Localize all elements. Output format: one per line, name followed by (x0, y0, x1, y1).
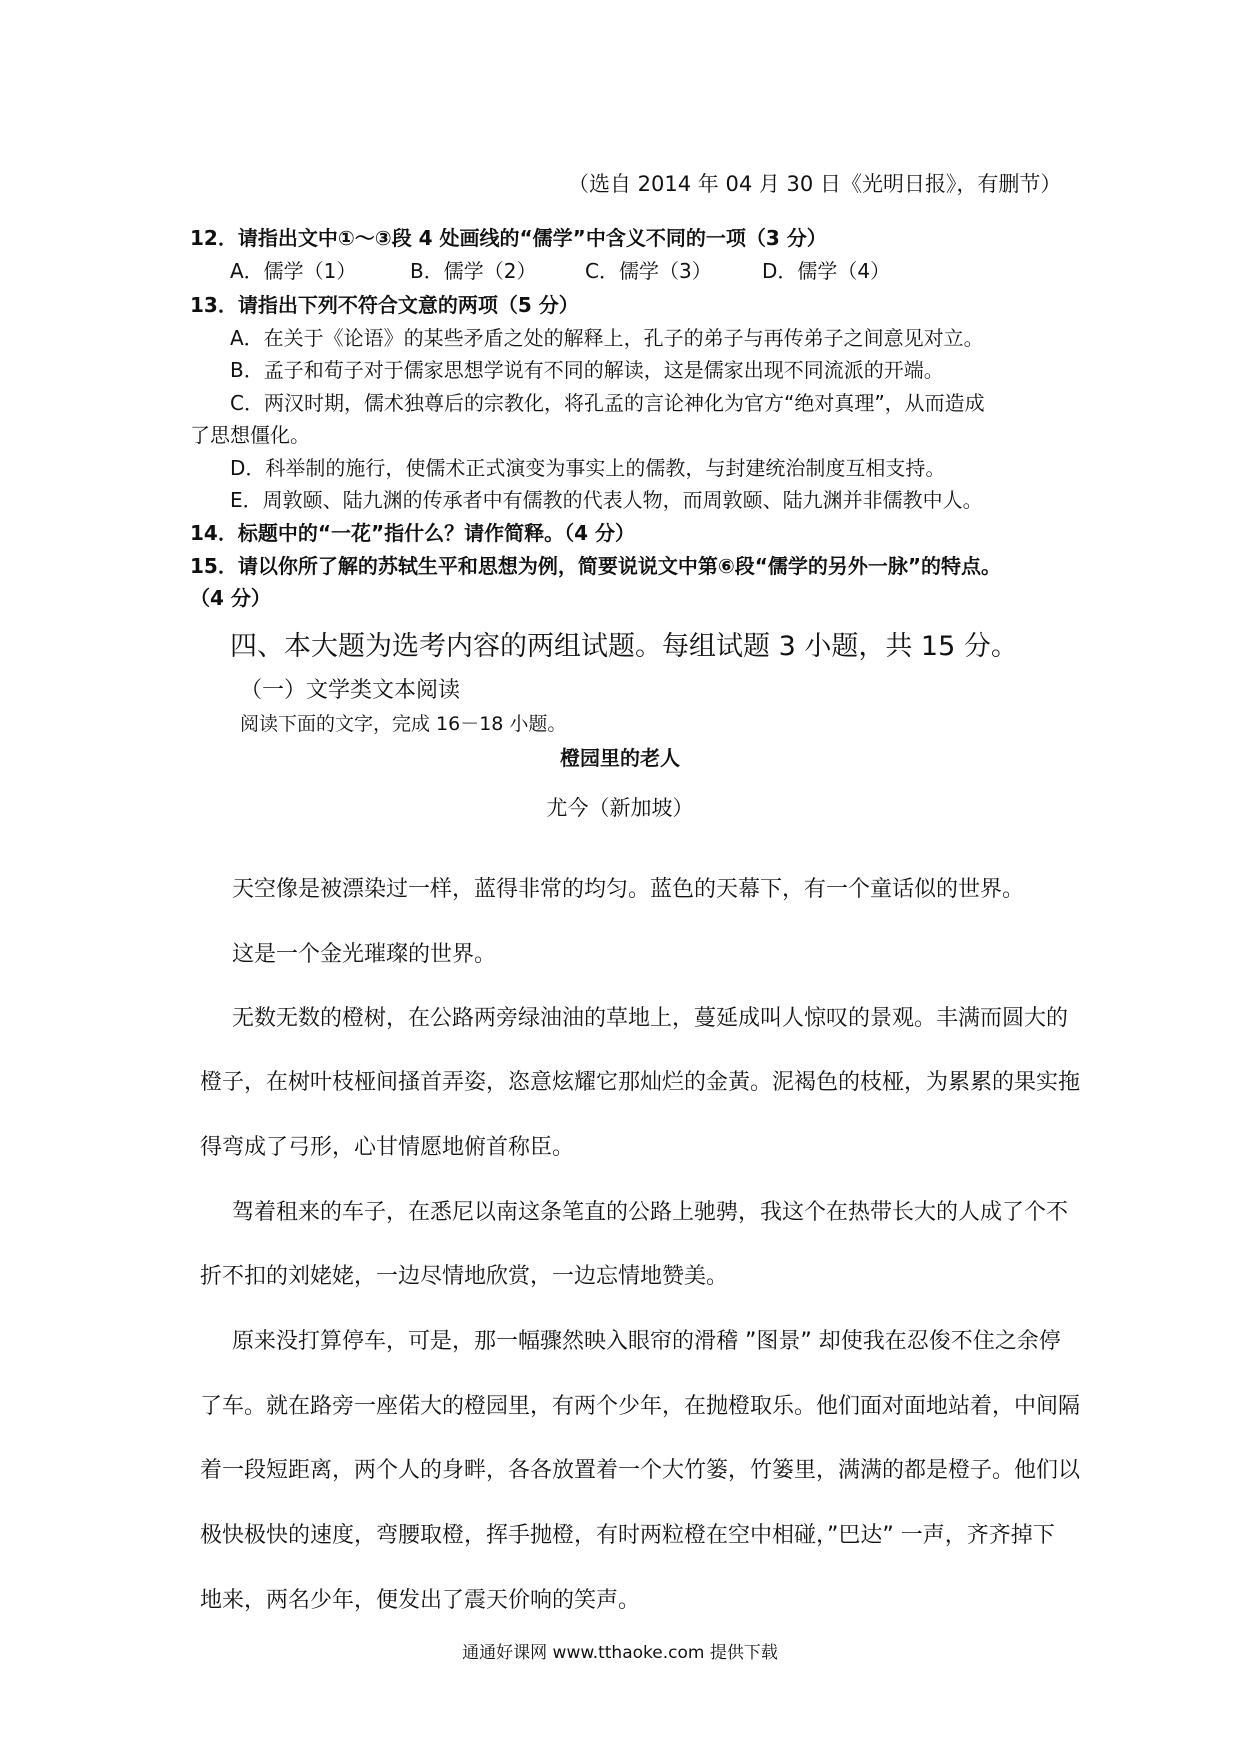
story-line: 了车。就在路旁一座偌大的橙园里，有两个少年，在抛橙取乐。他们面对面地站着，中间隔 (200, 1394, 1081, 1419)
story-line: 天空像是被漂染过一样，蓝得非常的均匀。蓝色的天幕下，有一个童话似的世界。 (232, 877, 1025, 902)
q12-option-a: A．儒学（1） (230, 259, 357, 283)
question-15: 15．请以你所了解的苏轼生平和思想为例，简要说说文中第⑥段“儒学的另外一脉”的特点。 (190, 554, 1002, 578)
q12-option-d: D．儒学（4） (762, 259, 891, 283)
q13-option-a: A．在关于《论语》的某些矛盾之处的解释上，孔子的弟子与再传弟子之间意见对立。 (230, 326, 984, 350)
story-line: 折不扣的刘姥姥，一边尽情地欣赏，一边忘情地赞美。 (200, 1264, 729, 1289)
subsection-heading: （一）文学类文本阅读 (240, 678, 461, 703)
q13-option-c-cont: 了思想僵化。 (190, 423, 310, 447)
q13-option-c: C．两汉时期，儒术独尊后的宗教化，将孔孟的言论神化为官方“绝对真理”，从而造成 (230, 391, 985, 415)
page-footer: 通通好课网 www.tthaoke.com 提供下载 (462, 1643, 778, 1663)
source-note: （选自 2014 年 04 月 30 日《光明日报》，有删节） (568, 172, 1062, 196)
story-title: 橙园里的老人 (560, 746, 680, 770)
question-12: 12．请指出文中①～③段 4 处画线的“儒学”中含义不同的一项（3 分） (190, 226, 827, 250)
story-line: 着一段短距离，两个人的身畔，各各放置着一个大竹篓，竹篓里，满满的都是橙子。他们以 (200, 1458, 1081, 1483)
story-line: 无数无数的橙树，在公路两旁绿油油的草地上，蔓延成叫人惊叹的景观。丰满而圆大的 (232, 1006, 1069, 1031)
q12-option-c: C．儒学（3） (585, 259, 712, 283)
question-13: 13．请指出下列不符合文意的两项（5 分） (190, 293, 579, 317)
story-line: 极快极快的速度，弯腰取橙，挥手抛橙，有时两粒橙在空中相碰，”巴达” 一声，齐齐掉下 (200, 1523, 1055, 1548)
story-line: 驾着租来的车子，在悉尼以南这条笔直的公路上驰骋，我这个在热带长大的人成了个不 (232, 1200, 1069, 1225)
q13-option-b: B．孟子和荀子对于儒家思想学说有不同的解读，这是儒家出现不同流派的开端。 (230, 358, 944, 382)
story-line: 得弯成了弓形，心甘情愿地俯首称臣。 (200, 1135, 575, 1160)
story-author: 尤今（新加坡） (546, 796, 694, 820)
q13-option-d: D．科举制的施行，使儒术正式演变为事实上的儒教，与封建统治制度互相支持。 (230, 456, 946, 480)
q12-option-b: B．儒学（2） (410, 259, 537, 283)
story-line: 原来没打算停车，可是，那一幅骤然映入眼帘的滑稽 ”图景” 却使我在忍俊不住之余停 (232, 1329, 1061, 1354)
question-14: 14．标题中的“一花”指什么？请作简释。（4 分） (190, 521, 635, 545)
story-line: 橙子，在树叶枝桠间搔首弄姿，恣意炫耀它那灿烂的金黃。泥褐色的枝桠，为累累的果实拖 (200, 1070, 1081, 1095)
question-15-cont: （4 分） (190, 586, 271, 610)
q13-option-e: E．周敦颐、陆九渊的传承者中有儒教的代表人物，而周敦颐、陆九渊并非儒教中人。 (230, 488, 983, 512)
section-heading: 四、本大题为选考内容的两组试题。每组试题 3 小题，共 15 分。 (230, 631, 1018, 662)
story-line: 这是一个金光璀璨的世界。 (232, 942, 497, 967)
reading-instruction: 阅读下面的文字，完成 16－18 小题。 (240, 713, 567, 735)
story-line: 地来，两名少年，便发出了震天价响的笑声。 (200, 1588, 641, 1613)
